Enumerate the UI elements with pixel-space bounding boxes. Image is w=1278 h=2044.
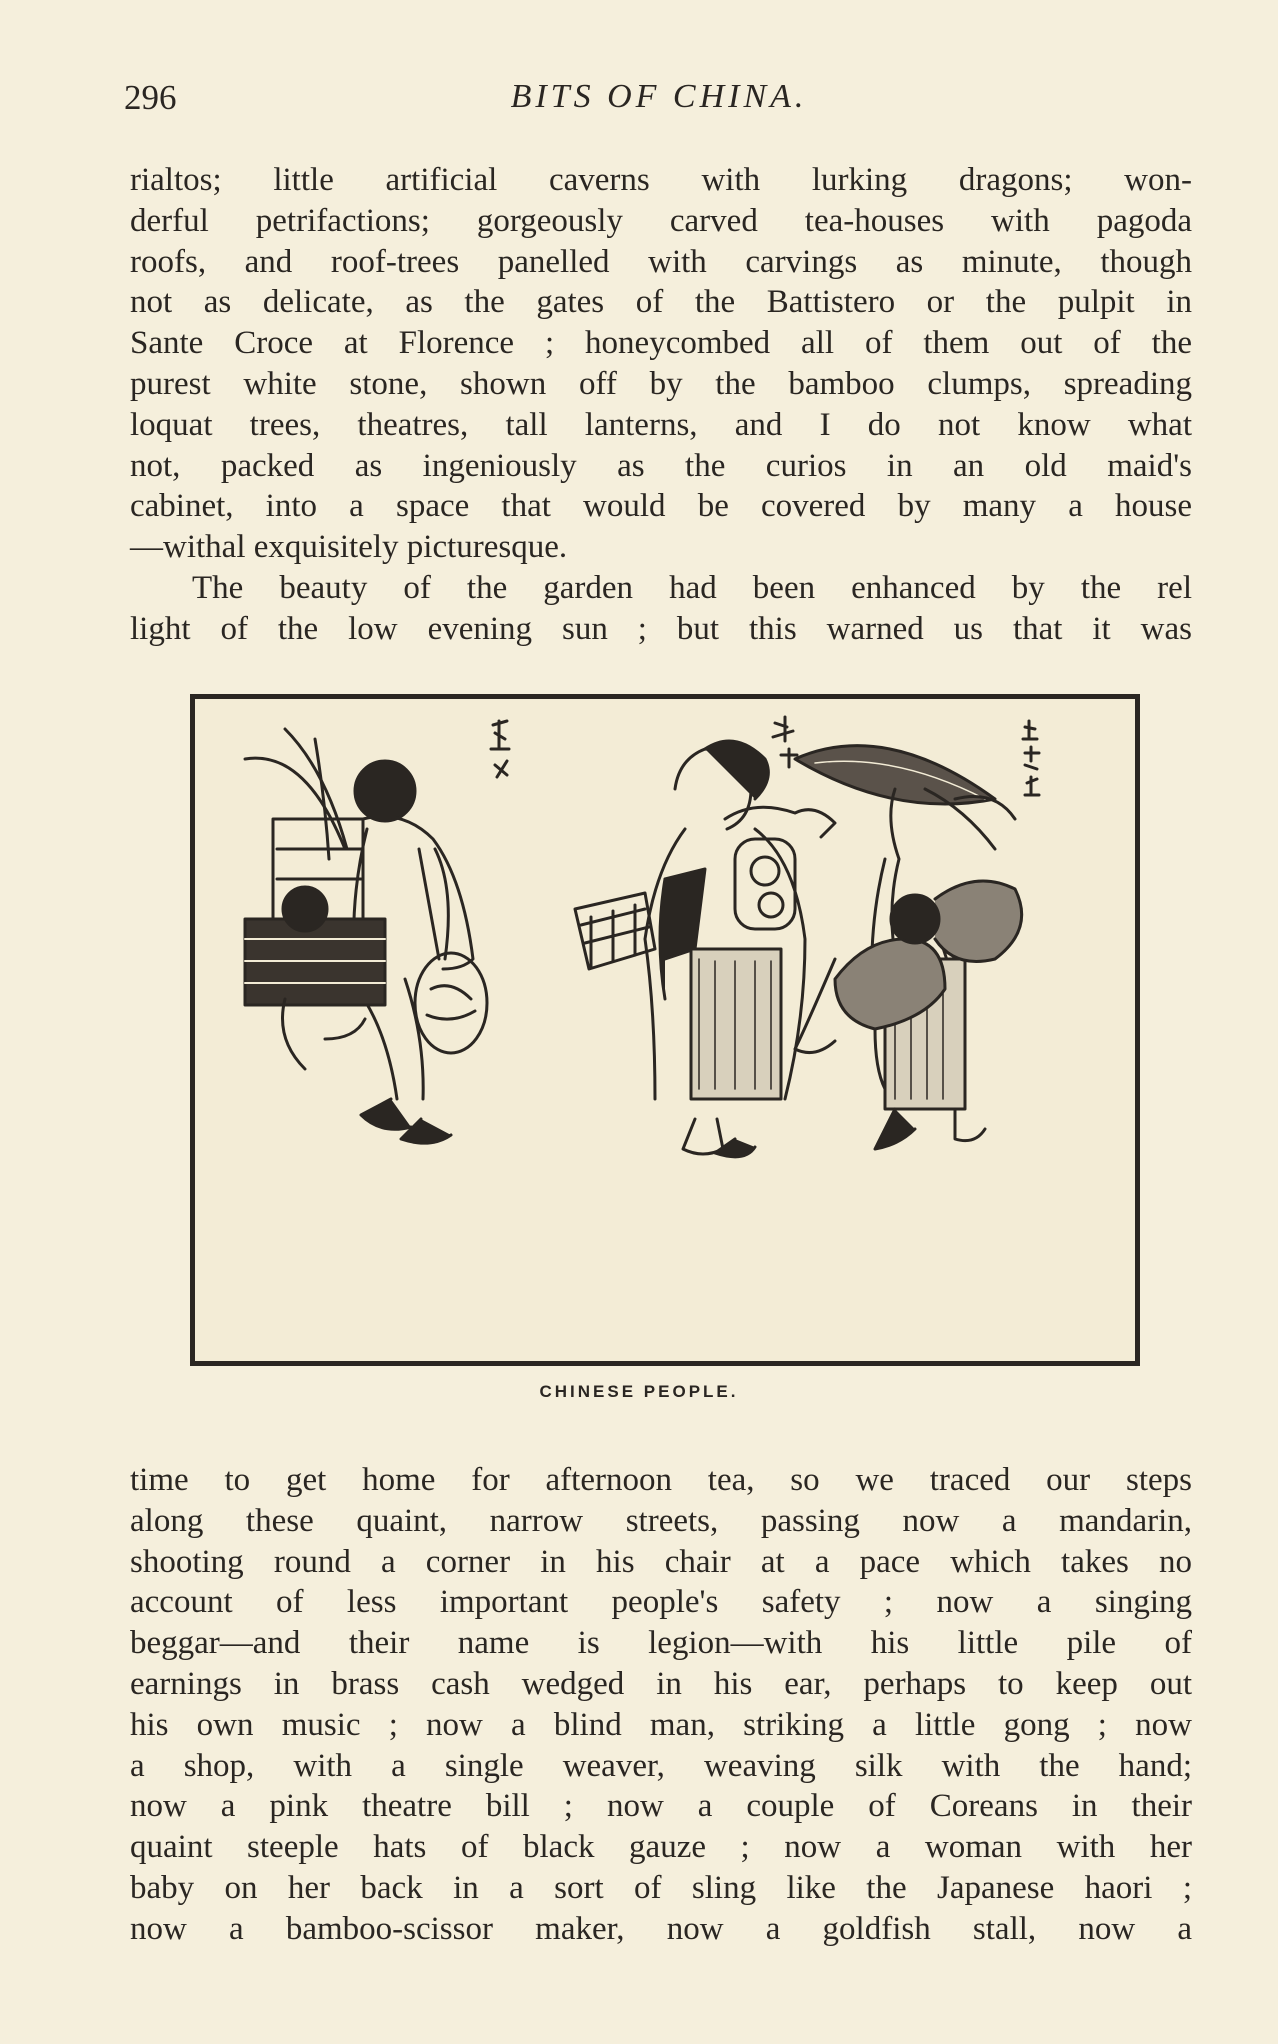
illustration-chinese-figures-icon [195,699,1135,1361]
text-line: now a bamboo-scissor maker, now a goldfish stall, now a [130,1910,1192,1947]
text-line: not as delicate, as the gates of the Battistero or the pulpit in [130,284,1192,321]
calligraphy-mark-left-icon [491,721,509,777]
text-line: cabinet, into a space that would be covered by many a house [130,488,1192,525]
illustration-frame [190,694,1140,1366]
text-line: roofs, and roof-trees panelled with carvings as minute, though [130,243,1192,280]
text-line: quaint steeple hats of black gauze ; now a woman with her [130,1829,1192,1866]
running-title: BITS OF CHINA. [510,78,808,115]
figure-woman-icon [575,741,835,1157]
text-line: loquat trees, theatres, tall lanterns, and I do not know what [130,406,1192,443]
text-line: shooting round a corner in his chair at a pace which takes no [130,1543,1192,1580]
paragraph-top [130,160,1192,650]
text-line: along these quaint, narrow streets, passing now a mandarin, [130,1502,1192,1539]
text-line: earnings in brass cash wedged in his ear, perhaps to keep out [130,1665,1192,1702]
text-line: —withal exquisitely picturesque. [130,529,568,566]
figure-man-hat-icon [795,746,1022,1149]
text-line: light of the low evening sun ; but this warned us that it was [130,610,1192,647]
figure-porter-icon [245,729,487,1143]
text-line: time to get home for afternoon tea, so we traced our steps [130,1462,1192,1498]
page-number: 296 [124,78,177,117]
text-line: account of less important people's safety ; now a singing [130,1584,1192,1621]
text-line: purest white stone, shown off by the bamboo clumps, spreading [130,365,1192,402]
text-line: baby on her back in a sort of sling like the Japanese haori ; [130,1869,1192,1906]
paragraph-bottom [130,1460,1192,1950]
text-line: rialtos; little artificial caverns with lurking dragons; won- [130,162,1192,198]
calligraphy-mark-right-icon [1023,721,1039,795]
text-line-indented: The beauty of the garden had been enhanced by the rel [192,569,1192,606]
text-line: a shop, with a single weaver, weaving silk with the hand; [130,1747,1192,1784]
text-line: now a pink theatre bill ; now a couple of Coreans in their [130,1788,1192,1825]
figure-caption: CHINESE PEOPLE. [539,1382,739,1401]
text-line: Sante Croce at Florence ; honeycombed all of them out of the [130,325,1192,362]
text-line: his own music ; now a blind man, striking a little gong ; now [130,1706,1192,1743]
page-header [124,78,1194,128]
text-line: beggar—and their name is legion—with his little pile of [130,1625,1192,1662]
calligraphy-mark-middle-icon [773,717,797,767]
text-line: derful petrifactions; gorgeously carved tea-houses with pagoda [130,202,1192,239]
text-line: not, packed as ingeniously as the curios in an old maid's [130,447,1192,484]
